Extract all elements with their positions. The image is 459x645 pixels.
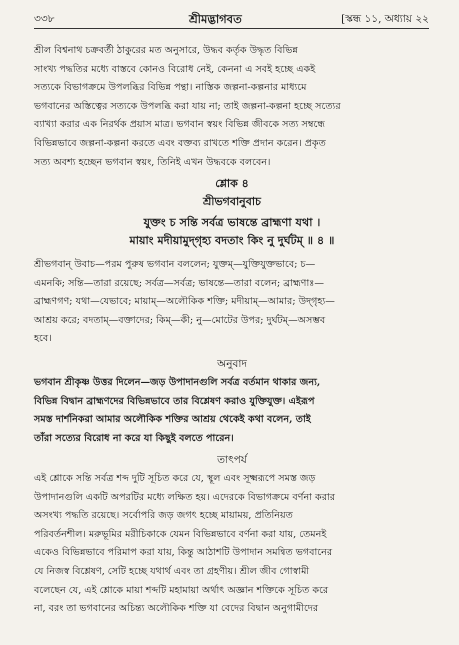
text-line: বিভিন্ন বিদ্বান ব্রাহ্মণদের বিভিন্নভাবে তার বিশ্লেষণ করাও যুক্তিযুক্ত। এইরূপ [34, 395, 315, 407]
text-line: সত্যকে বিভাগক্রমে উপলব্ধির বিভিন্ন পন্থা। নাস্তিক জল্পনা-কল্পনার মাধ্যমে [34, 82, 307, 94]
text-line: উপাদানগুলি একটি অপরটির মধ্যে লক্ষিত হয়। এদেরকে বিভাগক্রমে বর্ণনা করার [34, 491, 336, 503]
text-line: এই শ্লোকে সন্তি সর্বত্র শব্দ দুটি সূচিত করে যে, স্থূল এবং সূক্ষ্মরূপে সমস্ত জড় [34, 473, 316, 484]
text-line: ব্রাহ্মণগণ; যথা—যেভাবে; মায়াম্—অলৌকিক শক্তি; মদীয়াম্—আমার; উদ্‌গৃহ্য— [34, 296, 335, 308]
text-line: যে নিজস্ব বিশ্লেষণ, সেটি হচ্ছে যথার্থ এবং তা গ্রহণীয়। শ্রীল জীব গোস্বামী [34, 565, 310, 577]
text-line: বলেছেন যে, এই শ্লোকে মায়া শব্দটি মহামায়া অর্থাৎ অজ্ঞান শক্তিকে সূচিত করে [34, 584, 329, 596]
text-line: অসংখ্য পদ্ধতি রয়েছে। সর্বোপরি জড় জগৎ হচ্ছে মায়াময়, প্রতিনিয়ত [34, 510, 293, 522]
text-line: আশ্রয় করে; বদতাম্—বক্তাদের; কিম্—কী; নু—মোটের উপর; দুর্ঘটম্—অসম্ভব [34, 314, 326, 326]
page-number: ৩৩৮ [34, 13, 55, 25]
translation-paragraph [34, 374, 430, 448]
book-title: শ্রীমদ্ভাগবত [189, 12, 242, 26]
text-line: ভগবানের অস্তিত্বের সত্যকে উপলব্ধি করা যায় না; তাই জল্পনা-কল্পনা হচ্ছে সত্যের [34, 100, 341, 112]
text-line: না, বরং তা ভগবানের অচিন্ত্য অলৌকিক শক্তি যা বেদের বিদ্বান অনুগামীদের [34, 603, 319, 615]
text-line: হবে। [34, 333, 52, 345]
text-line: শ্রীল বিশ্বনাথ চক্রবর্তী ঠাকুরের মত অনুসারে, উদ্ধব কর্তৃক উদ্ধৃত বিভিন্ন [34, 45, 298, 56]
verse-line: যুক্তং চ সন্তি সর্বত্র ভাষন্তে ব্রাহ্মণা যথা । [143, 215, 321, 229]
page-header [34, 10, 429, 28]
purport-heading: তাৎপর্য [217, 454, 247, 466]
intro-paragraph [34, 42, 430, 172]
text-line: সমস্ত দার্শনিকরা আমার অলৌকিক শক্তির আশ্রয় থেকেই কথা বলেন, তাই [34, 414, 311, 426]
speaker-heading: শ্রীভগবানুবাচ [203, 195, 261, 208]
header-rule [34, 28, 429, 29]
text-line: একেও বিভিন্নভাবে পরিমাপ করা যায়, কিন্তু আঠাশটি উপাদান সমন্বিত ভগবানের [34, 547, 333, 559]
verse-heading: শ্লোক ৪ [215, 177, 249, 190]
canto-chapter: [স্কন্ধ ১১, অধ্যায় ২২ [341, 13, 429, 25]
purport-paragraph [34, 470, 430, 619]
synonyms-paragraph [34, 256, 430, 349]
text-line: এমনকি; সন্তি—তারা রয়েছে; সর্বত্র—সর্বত্র; ভাষন্তে—তারা বলেন; ব্রাহ্মণাঃ— [34, 277, 324, 289]
text-line: শ্রীভগবান্ উবাচ—পরম পুরুষ ভগবান বললেন; যুক্তম্—যুক্তিযুক্তভাবে; চ— [34, 259, 316, 270]
verse-text [34, 213, 430, 249]
text-line: পরিবর্তনশীল। মরুভূমির মরীচিকাকে যেমন বিভিন্নভাবে বর্ণনা করা যায়, তেমনই [34, 528, 327, 540]
text-line: সাংখ্য পদ্ধতির মধ্যে বাস্তবে কোনও বিরোধ নেই, কেননা এ সবই হচ্ছে একই [34, 63, 316, 75]
verse-line: মায়াং মদীয়ামুদ্‌গৃহ্য বদতাং কিং নু দুর্ঘটম্ ॥ ৪ ॥ [129, 233, 335, 247]
text-line: ভগবান শ্রীকৃষ্ণ উত্তর দিলেন—জড় উপাদানগুলি সর্বত্র বর্তমান থাকার জন্য, [34, 377, 321, 388]
text-line: ব্যাখ্যা করার এক নিরর্থক প্রয়াস মাত্র। ভগবান স্বয়ং বিভিন্ন জীবকে সত্য সম্বন্ধে [34, 119, 325, 131]
text-line: সত্য অবশ্য হচ্ছেন ভগবান স্বয়ং, তিনিই এখন উদ্ধবকে বলবেন। [34, 156, 271, 168]
translation-heading: অনুবাদ [217, 358, 247, 370]
text-line: তাঁরা সত্যের বিরোধ না করে যা কিছুই বলতে পারেন। [34, 432, 234, 444]
text-line: বিভিন্নভাবে জল্পনা-কল্পনা করতে এবং বক্তব্য রাখতে শক্তি প্রদান করেন। প্রকৃত [34, 137, 326, 149]
